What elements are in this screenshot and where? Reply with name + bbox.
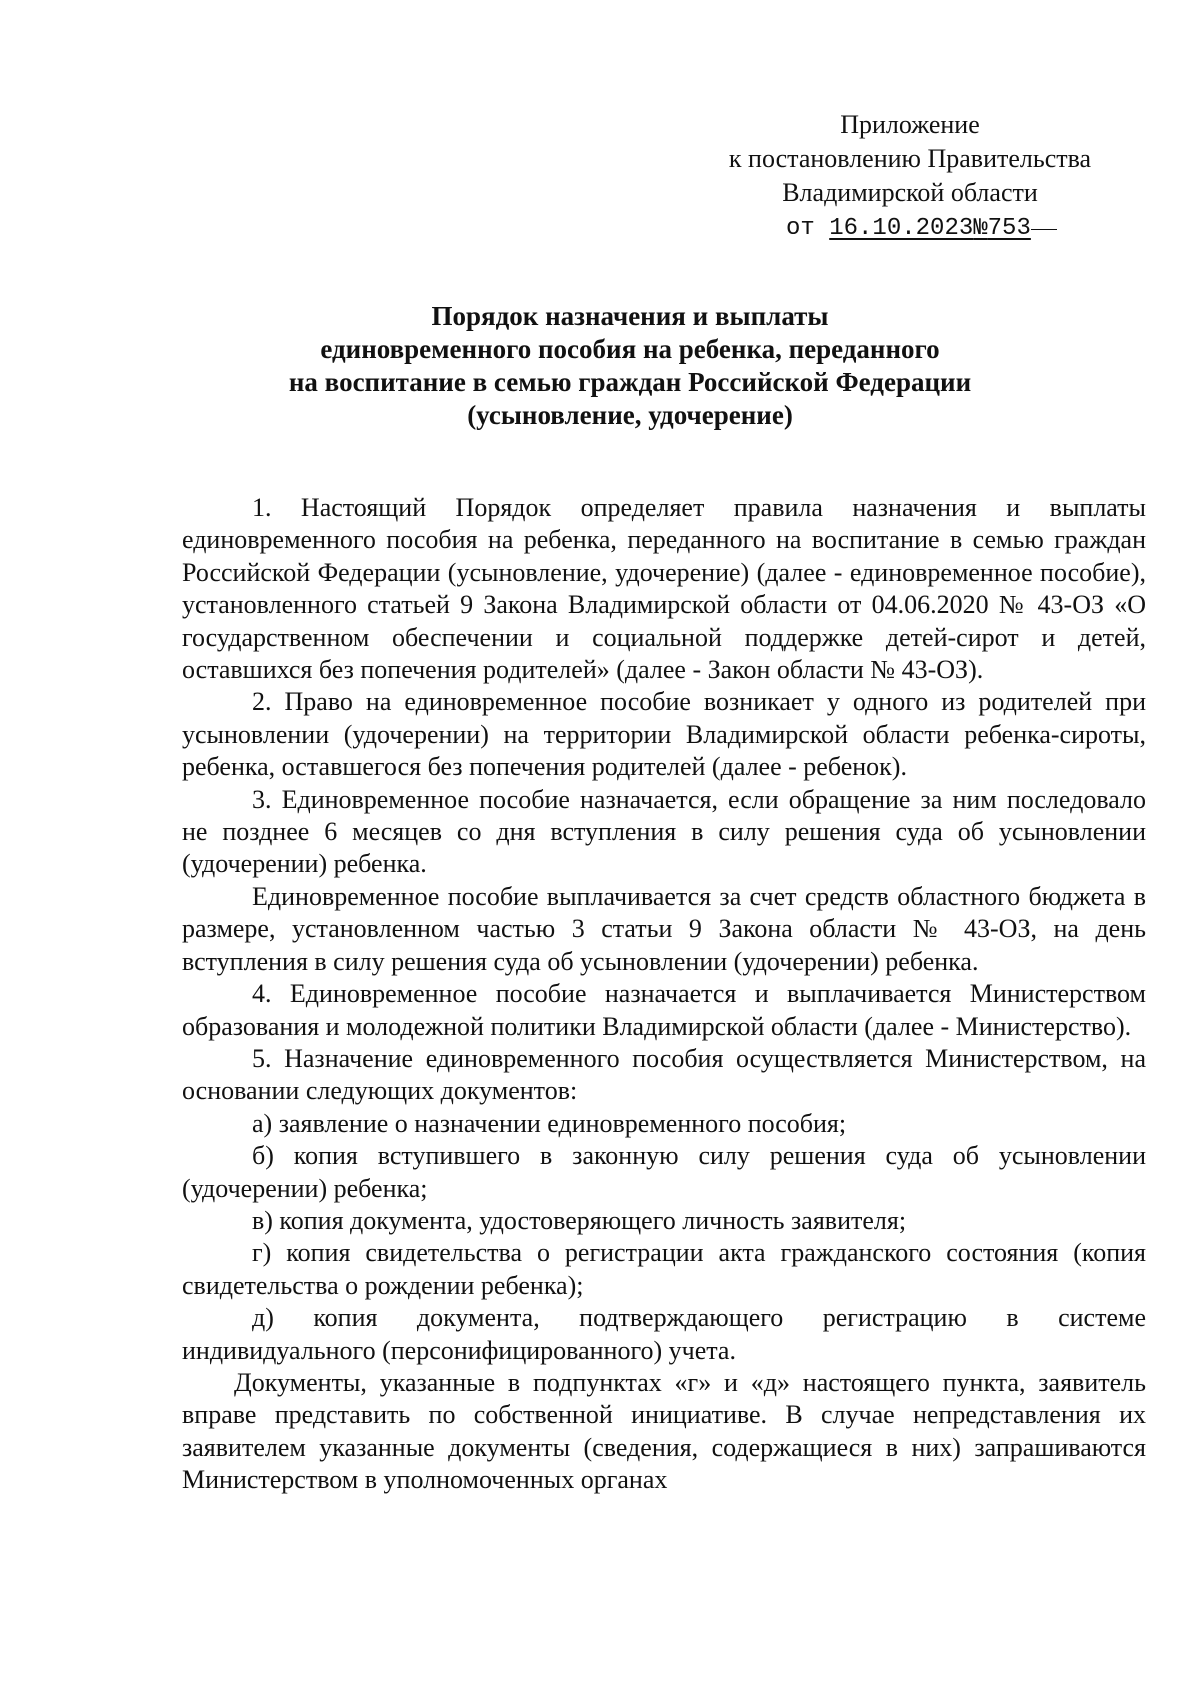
appendix-region-line: Владимирской области: [782, 178, 1038, 207]
paragraph-documents-note: Документы, указанные в подпунктах «г» и «д» настоящего пункта, заявитель вправе представить по собственной инициативе. В случае непредставления их заявителем указанные документы (сведения, содержащиеся в них) запрашиваются Министерством в уполномоченных органах: [182, 1367, 1146, 1495]
title-line-2: единовременного пособия на ребенка, переданного: [320, 334, 940, 364]
appendix-date-line: [700, 212, 1120, 246]
paragraph-3: 3. Единовременное пособие назначается, если обращение за ним последовало не позднее 6 месяцев со дня вступления в силу решения суда об усыновлении (удочерении) ребенка.: [182, 784, 1146, 879]
resolution-date: 16.10.2023: [829, 215, 974, 242]
resolution-number: 753: [987, 215, 1031, 242]
document-title: [200, 300, 1060, 432]
number-sign: №: [973, 215, 988, 242]
subitem-d: д) копия документа, подтверждающего регистрацию в системе индивидуального (персонифицированного) учета.: [182, 1303, 1146, 1365]
paragraph-1: 1. Настоящий Порядок определяет правила назначения и выплаты единовременного пособия на ребенка, переданного на воспитание в семью граждан Российской Федерации (усыновление, удочерение) (далее - единовременное пособие), установленного статьей 9 Закона Владимирской области от 04.06.2020 № 43-ОЗ «О государственном обеспечении и социальной поддержке детей-сирот и детей, оставшихся без попечения родителей» (далее - Закон области № 43-ОЗ).: [182, 493, 1146, 685]
subitem-a: а) заявление о назначении единовременного пособия;: [252, 1108, 847, 1138]
date-prefix: от: [786, 215, 830, 242]
document-body: [182, 492, 1146, 1497]
title-line-3: на воспитание в семью граждан Российской Федерации: [288, 367, 972, 397]
subitem-v: в) копия документа, удостоверяющего личность заявителя;: [252, 1205, 907, 1235]
appendix-label: Приложение: [840, 110, 980, 139]
appendix-header: [700, 108, 1120, 246]
appendix-resolution-line: к постановлению Правительства: [728, 144, 1092, 173]
title-line-1: Порядок назначения и выплаты: [431, 301, 829, 331]
subitem-b: б) копия вступившего в законную силу решения суда об усыновлении (удочерении) ребенка;: [182, 1141, 1146, 1203]
paragraph-2: 2. Право на единовременное пособие возникает у одного из родителей при усыновлении (удочерении) на территории Владимирской области ребенка-сироты, ребенка, оставшегося без попечения родителей (далее - ребенок).: [182, 687, 1146, 782]
paragraph-4: 4. Единовременное пособие назначается и выплачивается Министерством образования и молодежной политики Владимирской области (далее - Министерство).: [182, 979, 1146, 1041]
paragraph-5: 5. Назначение единовременного пособия осуществляется Министерством, на основании следующих документов:: [182, 1043, 1146, 1106]
title-line-4: (усыновление, удочерение): [467, 400, 793, 430]
subitem-g: г) копия свидетельства о регистрации акта гражданского состояния (копия свидетельства о рождении ребенка);: [182, 1238, 1146, 1300]
paragraph-3-continued: Единовременное пособие выплачивается за счет средств областного бюджета в размере, установленном частью 3 статьи 9 Закона области № 43-ОЗ, на день вступления в силу решения суда об усыновлении (удочерении) ребенка.: [182, 881, 1146, 976]
underline-blank: [1031, 229, 1057, 230]
